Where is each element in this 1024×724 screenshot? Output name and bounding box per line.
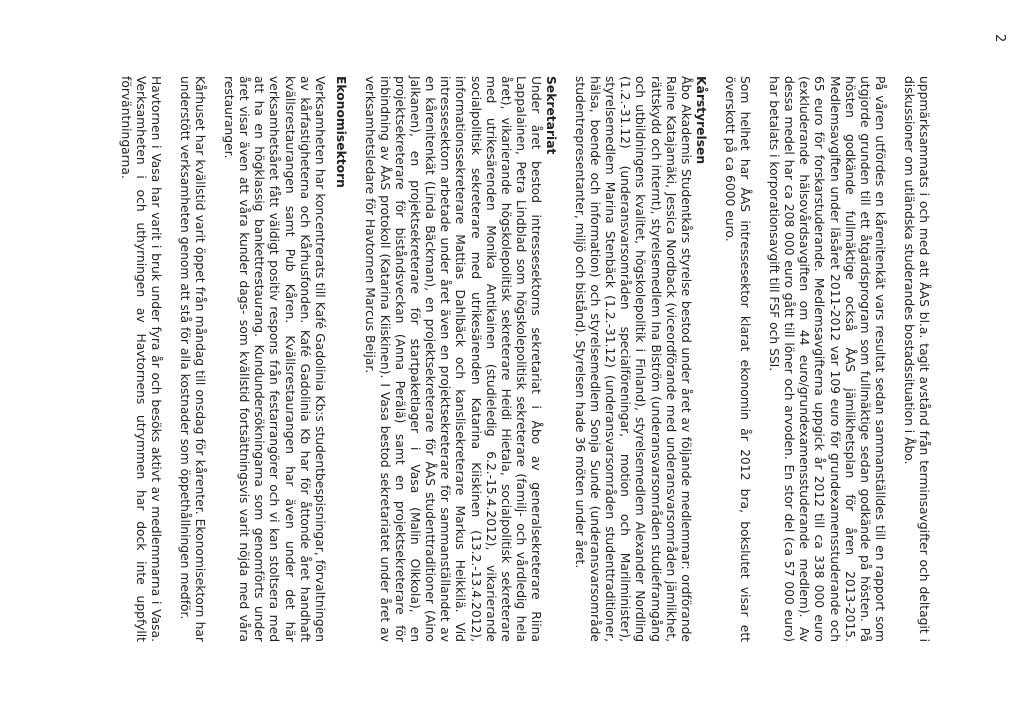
document-body <box>104 76 931 642</box>
heading-ekonomisektorn: Ekonomisektorn <box>333 76 348 188</box>
paragraph-enkat: På våren utfördes en kårenitenkät vars resultat sedan sammanställdes till en rapport som utgjorde grunden till ett åtgärdsprogram som fullmäktige sedan godkände på hösten. På hösten godkände fullmäktige också ÅAS jämlikhetsplan för åren 2013-2015. Medlemsavgiften under läsåret 2011-2012 var 109 euro för grundexamensstuderande och 65 euro för forskarstuderande. Medlemsavgifterna uppgick år 2012 till ca 338 000 euro (exkluderande hälsovårdsavgiften om 44 euro/grundexamensstuderande medlem). Av dessa medel har ca 208 000 euro gått till löner och arvoden. En stor del (ca 57 000 euro) har betalats i korporationsavgift till FSF och SSI. <box>767 76 887 642</box>
page-number: 2 <box>992 34 1007 43</box>
heading-karstyrelsen: Kårstyrelsen <box>693 76 708 165</box>
paragraph-karstyrelsen: Åbo Akademis Studentkårs styrelse bestod under året av följande medlemmar: ordförande Raine Katajamäki, Jessica Nordback (viceordförande med underansvarsområden jämlikhet, rättskydd och internt), styrelsemedlem Ina Biström (underansvarsområden studieframgång och utbildningens kvalitet, högskolepolitik i Finland), styrelsemedlem Alexander Nordling (1.2.-31.12) (underansvarsområden specialföreningar, motion och Marilminister), styrelsemedlem Marina Stenbäck (1.2.-31.12) (underansvarsområden studenttraditioner, hälsa, boende och information) och styrelsemedlem Sonja Sunde (underansvarsområde studentrepresentanter, miljö och bistånd). Styrelsen hade 36 möten under året. <box>573 76 693 642</box>
paragraph-havtornen: Havtornen i Vasa har varit i bruk under fyra år och besöks aktivt av medlemmarna i Vasa. Verksamheten i och uthyrningen av Havtornens utrymmen har dock inte uppfyllt förväntningarna. <box>118 76 163 642</box>
paragraph-karhuset: Kårhuset har kvällstid varit öppet från måndag till onsdag för kårenter. Ekonomisektorn har understött verksamheten genom att stå för alla kostnader som öppethållningen medför. <box>177 76 208 642</box>
heading-sekretariat: Sekretariat <box>544 76 559 155</box>
paragraph-ekonomi-result: Som helhet har ÅAS intressesektor klarat ekonomin år 2012 bra, bokslutet visar ett överskott på ca 6000 euro. <box>722 76 753 642</box>
paragraph-sekretariat: Under året bestod intressesektorns sekretariat i Åbo av generalsekreterare Riina Lappalainen, Petra Lindblad som högskolepolitisk sekreterare (familj- och vårdledig hela året), vikarierande högskolepolitisk sekreterare Heidi Hietala, socialpolitisk sekreterare med utrikesärenden Monika Antikainen (studieledig 6.2.-15.4.2012), vikarierande socialpolitisk sekreterare med utrikesärenden Katarina Kiiskinen (13.2.-13.4.2012), informationssekreterare Mattias Dahlbäck och kanslisekreterare Markus Heikkilä. Vid intressesektorn arbetade under året även en projektsekreterare för sammanställandet av en kårenitenkät (Linda Bäckman), en projektsekreterare för ÅAS studenttraditioner (Aino Jalkanen), en projektsekreterare för startpaketlager i Vasa (Malin Olkkola), en projektsekreterare för biståndsveckan (Anna Perälä) samt en projektsekreterare för inbindning av ÅAS protokoll (Katarina Kiiskinen). I Vasa bestod sekretariatet under året av verksamhetsledare för Havtornen Marcus Beijar. <box>362 76 543 642</box>
paragraph-verksamheten: Verksamheten har koncentrerats till Kafé Gadolinia Kb:s studentbespisningar, förvaltningen av kårfastigheterna och Kårhusfonden. Kafé Gadolinia Kb har för åttonde året handhaft kvällsrestaurangen samt Pub Kåren. Kvällsrestaurangen har även under det här verksamhetsåret fått väldigt positiv respons från festarrangörer och vi kan stoltsera med att ha en högklassig bankettrestaurang. Kundundersökningarna som genomförts under året visar även att våra kunder dags- som kvällstid fortsättningsvis varit nöjda med våra restauranger. <box>222 76 327 642</box>
document-page <box>7 12 1017 712</box>
paragraph-intro: uppmärksammats i och med att ÅAS bl.a. tagit avstånd från terminsavgifter och deltagit i diskussioner om utländska studerandes bostadssituation i Åbo. <box>901 76 931 642</box>
